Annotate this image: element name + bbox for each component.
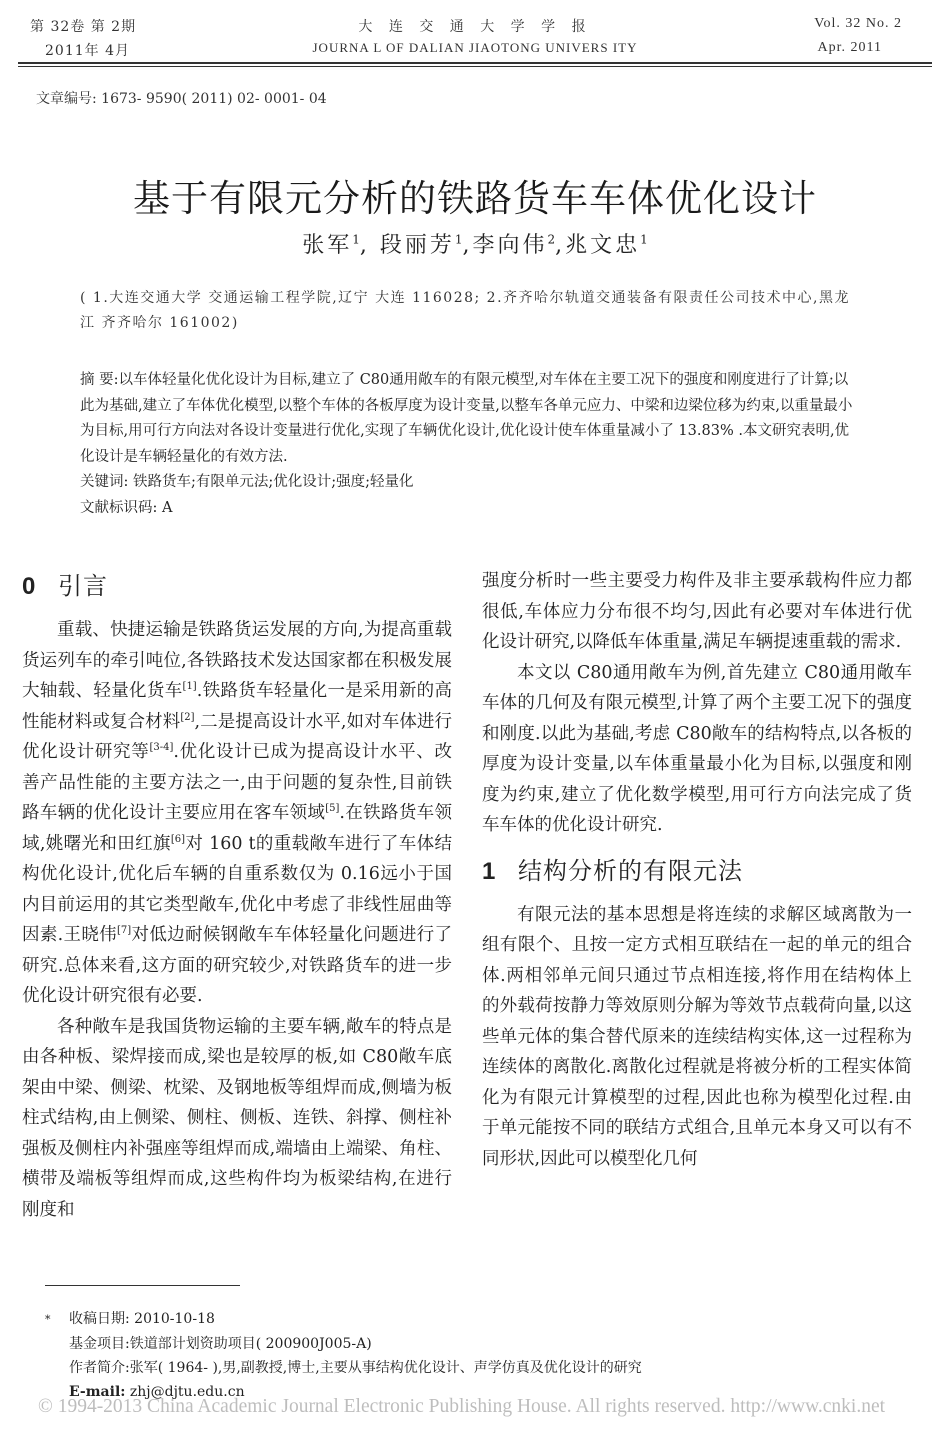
right-column: [482, 566, 912, 1174]
doc-code-label: 文献标识码:: [80, 499, 158, 516]
section-number: 0: [22, 573, 37, 600]
section-title: 结构分析的有限元法: [518, 856, 743, 885]
footnote-author-bio: 作者简介:张军( 1964- ),男,副教授,博士,主要从事结构优化设计、声学仿真及优化设计的研究: [69, 1360, 642, 1376]
header-date-en: Apr. 2011: [817, 40, 882, 55]
abstract-block: [80, 368, 860, 521]
body-text: .铁路货车轻量化一是采用新的高性能材料或复合材料: [22, 681, 453, 732]
doc-code-line: [80, 496, 860, 522]
header-volume-issue: 第 32卷 第 2期: [30, 19, 137, 35]
abstract-label: 摘 要:: [80, 372, 119, 388]
citation[interactable]: [5]: [325, 803, 340, 815]
footnote-fund: 基金项目:铁道部计划资助项目( 200900J005-A): [69, 1336, 372, 1352]
keywords: 铁路货车;有限单元法;优化设计;强度;轻量化: [133, 474, 414, 490]
affiliation: ( 1.大连交通大学 交通运输工程学院,辽宁 大连 116028; 2.齐齐哈尔轨道交通装备有限责任公司技术中心,黑龙江 齐齐哈尔 161002): [80, 290, 850, 331]
body-text: 对 160 t的重载敞车进行了车体结构优化设计,优化后车辆的自重系数仅为 0.16远小于国内目前运用的其它类型敞车,优化中考虑了非线性屈曲等因素.王晓伟: [22, 833, 452, 945]
body-text: .在铁路货车领域,姚曙光和田红旗: [22, 803, 453, 854]
footnote-text: 收稿日期: 2010-10-18: [69, 1311, 215, 1327]
email-address[interactable]: zhj@djtu.edu.cn: [129, 1384, 245, 1400]
citation[interactable]: [2]: [180, 711, 195, 723]
abstract-paragraph: [80, 368, 860, 470]
author-name: 李向伟: [472, 233, 548, 258]
doc-code: A: [162, 499, 173, 516]
author-affil-mark: 1: [352, 232, 360, 247]
author-affil-mark: 1: [640, 232, 648, 247]
header-rule-thick: [18, 62, 932, 64]
body-paragraph: 有限元法的基本思想是将连续的求解区域离散为一组有限个、且按一定方式相互联结在一起的单元的组合体.两相邻单元间只通过节点相连接,将作用在结构体上的外载荷按静力等效原则分解为等效节点载荷向量,以这些单元体的集合替代原来的连续结构实体,这一过程称为连续体的离散化.离散化过程就是将被分析的工程实体简化为有限元计算模型的过程,因此也称为模型化过程.由于单元能按不同的联结方式组合,且单元本身又可以有不同形状,因此可以模型化几何: [482, 904, 912, 1169]
footnote-star: *: [45, 1313, 51, 1326]
body-text: 重载、快捷运输是铁路货运发展的方向,为提高重载货运列车的牵引吨位,各铁路技术发达国家都在积极发展大轴载、轻量化货车: [22, 620, 452, 701]
keywords-label: 关键词:: [80, 474, 129, 490]
page-title: 基于有限元分析的铁路货车车体优化设计: [133, 177, 817, 220]
body-text: .优化设计已成为提高设计水平、改善产品性能的主要方法之一,由于问题的复杂性,目前铁路车辆的优化设计主要应用在客车领域: [22, 742, 453, 823]
author-list: 张军$^1$, 段丽芳$^1$,李向伟$^2$,兆文忠$^1$: [302, 232, 648, 258]
section-heading-0: [22, 566, 452, 607]
section-number: 1: [482, 857, 497, 885]
body-text: ,二是提高设计水平,如对车体进行优化设计研究等: [22, 711, 453, 762]
footnote-received: [45, 1307, 905, 1332]
footnote-rule: [45, 1285, 240, 1286]
header-rule-thin: [18, 66, 932, 67]
author-affil-mark: 1: [454, 232, 463, 247]
citation[interactable]: [1]: [182, 681, 197, 693]
body-text: 对低边耐候钢敞车车体轻量化问题进行了研究.总体来看,这方面的研究较少,对铁路货车的进一步优化设计研究很有必要.: [22, 925, 453, 1006]
section-heading-1: [482, 851, 912, 892]
header-vol-en: Vol. 32 No. 2: [814, 16, 902, 31]
section-title: 引言: [58, 572, 108, 600]
body-paragraph: [22, 615, 452, 1012]
body-paragraph: 强度分析时一些主要受力构件及非主要承载构件应力都很低,车体应力分布很不均匀,因此有必要对车体进行优化设计研究,以降低车体重量,满足车辆提速重载的需求.: [482, 571, 912, 652]
author-name: 段丽芳: [379, 233, 455, 258]
keywords-line: [80, 470, 860, 496]
header-date: 2011年 4月: [45, 43, 130, 59]
citation[interactable]: [6]: [170, 833, 185, 845]
body-paragraph: 本文以 C80通用敞车为例,首先建立 C80通用敞车车体的几何及有限元模型,计算了两个主要工况下的强度和刚度.以此为基础,考虑 C80敞车的结构特点,以各板的厚度为设计变量,以车体重量最小化为目标,以强度和刚度为约束,建立了优化数学模型,用可行方向法完成了货车车体的优化设计研究.: [482, 662, 912, 835]
abstract-text: 以车体轻量化优化设计为目标,建立了 C80通用敞车的有限元模型,对车体在主要工况下的强度和刚度进行了计算;以此为基础,建立了车体优化模型,以整个车体的各板厚度为设计变量,以整车各单元应力、中梁和边梁位移为约束,以重量最小为目标,用可行方向法对各设计变量进行优化,实现了车辆优化设计,优化设计使车体重量减小了 13.83% .本文研究表明,优化设计是车辆轻量化的有效方法.: [80, 372, 853, 465]
left-column: [22, 566, 452, 1225]
header-journal-en: JOURNA L OF DALIAN JIAOTONG UNIVERS ITY: [312, 40, 638, 55]
body-paragraph: 各种敞车是我国货物运输的主要车辆,敞车的特点是由各种板、梁焊接而成,梁也是较厚的板,如 C80敞车底架由中梁、侧梁、枕梁、及钢地板等组焊而成,侧墙为板柱式结构,由上侧梁、侧柱、侧板、连铁、斜撑、侧柱补强板及侧柱内补强座等组焊而成,端墙由上端梁、角柱、横带及端板等组焊而成,这些构件均为板梁结构,在进行刚度和: [22, 1016, 452, 1220]
footnotes: [45, 1307, 905, 1404]
article-number: 文章编号: 1673- 9590( 2011) 02- 0001- 04: [36, 91, 327, 107]
copyright-watermark: © 1994-2013 China Academic Journal Electronic Publishing House. All rights reserved. http://www.cnki.net: [38, 1396, 886, 1417]
citation[interactable]: [3-4]: [149, 742, 174, 754]
author-name: 张军: [302, 233, 353, 258]
author-affil-mark: 2: [547, 232, 556, 247]
citation[interactable]: [7]: [117, 925, 132, 937]
author-name: 兆文忠: [565, 233, 641, 258]
header-journal-cn: 大 连 交 通 大 学 学 报: [358, 19, 592, 35]
email-label: E-mail:: [69, 1384, 126, 1400]
